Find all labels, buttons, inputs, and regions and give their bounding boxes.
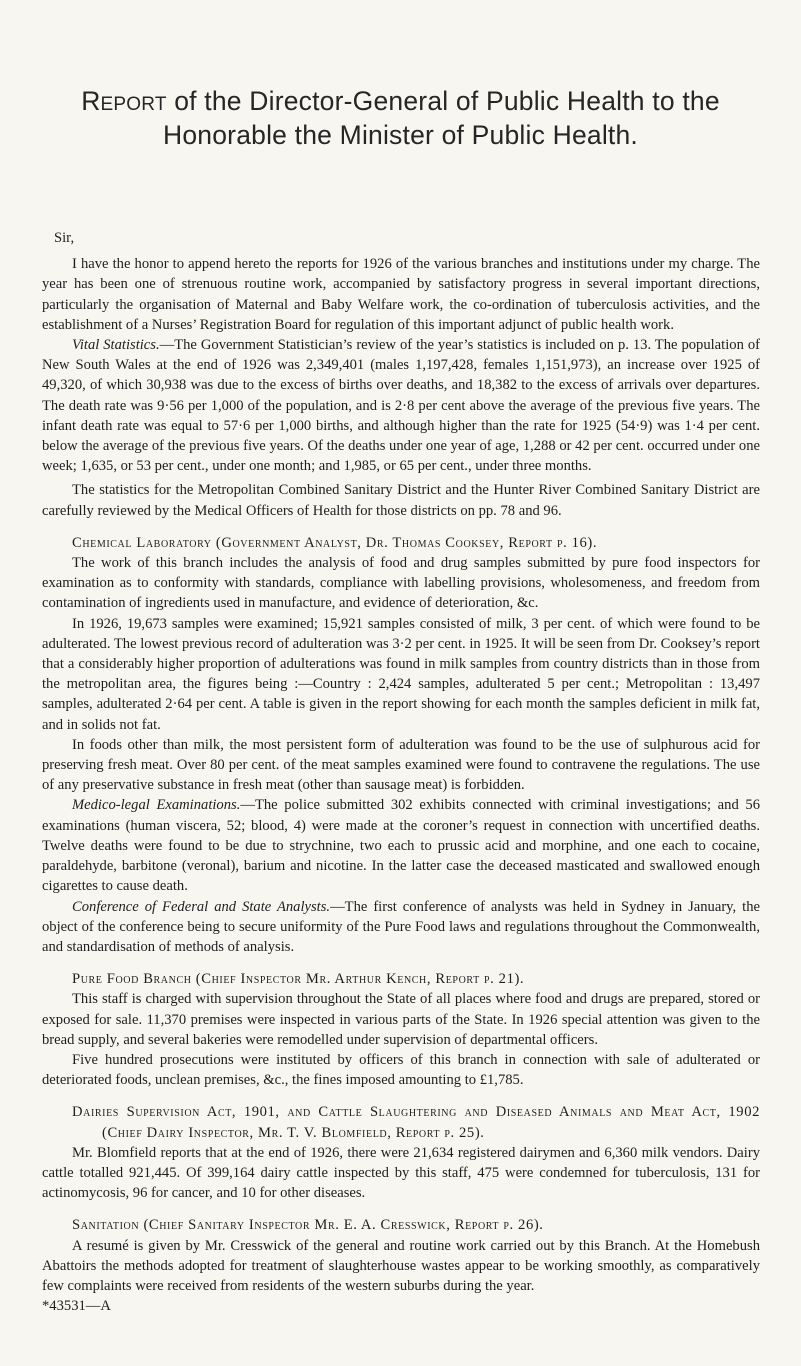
sanitation-heading: Sanitation (Chief Sanitary Inspector Mr. E. A. Cresswick, Report p. 26). [72, 1217, 544, 1234]
pure-food-heading: Pure Food Branch (Chief Inspector Mr. Arthur Kench, Report p. 21). [72, 971, 525, 988]
medico-legal-text: —The police submitted 302 exhibits connected with criminal investigations; and 56 examinations (human viscera, 52; blood, 4) were made at the coroner’s request in connection with uncertified deaths. Twelve deaths were found to be due to strychnine, two each to prussic acid and morphine, and one each to cocaine, paraldehyde, barbitone (veronal), barium and nicotine. In the latter case the deceased masticated and swallowed enough cigarettes to cause death. [42, 797, 760, 895]
metropolitan-paragraph: The statistics for the Metropolitan Combined Sanitary District and the Hunter River Combined Sanitary District are carefully reviewed by the Medical Officers of Health for those districts on pp. 78 and 96. [42, 482, 760, 519]
conference-text: —The first conference of analysts was held in Sydney in January, the object of the conference being to secure uniformity of the Pure Food laws and regulations throughout the Commonwealth, and standardisation of methods of analysis. [42, 898, 760, 955]
chemical-paragraph-3: In foods other than milk, the most persistent form of adulteration was found to be the use of sulphurous acid for preserving fresh meat. Over 80 per cent. of the meat samples examined were found to contravene the regulations. The use of any preservative substance in fresh meat (other than sausage meat) is forbidden. [42, 736, 760, 794]
report-body [42, 228, 760, 1316]
pure-food-paragraph-2: Five hundred prosecutions were instituted by officers of this branch in connection with sale of adulterated or deteriorated foods, unclean premises, &c., the fines imposed amounting to £1,785. [42, 1051, 760, 1089]
print-code: *43531—A [42, 1298, 111, 1315]
title-line-1 [0, 84, 801, 118]
conference-paragraph [42, 897, 760, 958]
sanitation-paragraph-1: A resumé is given by Mr. Cresswick of the general and routine work carried out by this Branch. At the Homebush Abattoirs the methods adopted for treatment of slaughterhouse wastes appear to be working smoothly, as comparatively few complaints were received from residents of the western suburbs during the year. [42, 1237, 760, 1294]
title-line-2: Honorable the Minister of Public Health. [163, 120, 638, 150]
dairies-heading: Dairies Supervision Act, 1901, and Cattle Slaughtering and Diseased Animals and Meat Act, 1902 (Chief Dairy Inspector, Mr. T. V. Blomfield, Report p. 25). [72, 1104, 760, 1141]
chemical-laboratory-heading: Chemical Laboratory (Government Analyst, Dr. Thomas Cooksey, Report p. 16). [72, 534, 598, 551]
medico-legal-paragraph [42, 795, 760, 896]
dairies-paragraph-1: Mr. Blomfield reports that at the end of 1926, there were 21,634 registered dairymen and 6,360 milk vendors. Dairy cattle totalled 921,445. Of 399,164 dairy cattle inspected by this staff, 475 were condemned for tuberculosis, 131 for actinomycosis, 96 for cancer, and 10 for other diseases. [42, 1144, 760, 1202]
vital-statistics-text: —The Government Statistician’s review of the year’s statistics is included on p. 13. The population of New South Wales at the end of 1926 was 2,349,401 (males 1,197,428, females 1,151,973), an increase over 1925 of 49,320, of which 30,938 was due to the excess of births over deaths, and 18,382 to the excess of arrivals over departures. The death rate was 9·56 per 1,000 of the population, and is 2·8 per cent above the average of the previous five years. The infant death rate was equal to 57·6 per 1,000 births, and although higher than the rate for 1925 (54·9) was 1·4 per cent. below the average of the previous five years. Of the deaths under one year of age, 1,288 or 42 per cent. occurred under one week; 1,635, or 53 per cent., under one month; and 1,985, or 65 per cent., under three months. [42, 337, 760, 475]
title-report-word: Report [81, 86, 167, 116]
intro-paragraph: I have the honor to append hereto the reports for 1926 of the various branches and institutions under my charge. The year has been one of strenuous routine work, accompanied by satisfactory progress in several important directions, particularly the organisation of Maternal and Baby Welfare work, the co-ordination of tuberculosis activities, and the establishment of a Nurses’ Registration Board for regulation of this important adjunct of public health work. [42, 256, 760, 333]
vital-statistics-paragraph [42, 335, 760, 476]
salutation: Sir, [54, 230, 75, 246]
chemical-paragraph-2: In 1926, 19,673 samples were examined; 15,921 samples consisted of milk, 3 per cent. of which were found to be adulterated. The lowest previous record of adulteration was 3·2 per cent. in 1925. It will be seen from Dr. Cooksey’s report that a considerably higher proportion of adulterations was found in milk samples from country districts than in those from the metropolitan area, the figures being :—Country : 2,424 samples, adulterated 5 per cent.; Metropolitan : 13,497 samples, adulterated 2·64 per cent. A table is given in the report showing for each month the samples deficient in milk fat, and in solids not fat. [42, 615, 760, 733]
title-line-1-rest: of the Director-General of Public Health to the [166, 86, 720, 116]
conference-label: Conference of Federal and State Analysts. [72, 898, 331, 915]
medico-legal-label: Medico-legal Examinations. [72, 797, 241, 814]
pure-food-paragraph-1: This staff is charged with supervision throughout the State of all places where food and drugs are prepared, stored or exposed for sale. 11,370 premises were inspected in various parts of the State. In 1926 special attention was given to the bread supply, and several bakeries were remodelled under supervision of departmental officers. [42, 991, 760, 1048]
page-title [0, 84, 801, 152]
chemical-paragraph-1: The work of this branch includes the analysis of food and drug samples submitted by pure food inspectors for examination as to conformity with standards, compliance with labelling provisions, wholesomeness, and freedom from contamination of ingredients used in manufacture, and evidence of deterioration, &c. [42, 555, 760, 612]
vital-statistics-label: Vital Statistics. [72, 337, 160, 354]
